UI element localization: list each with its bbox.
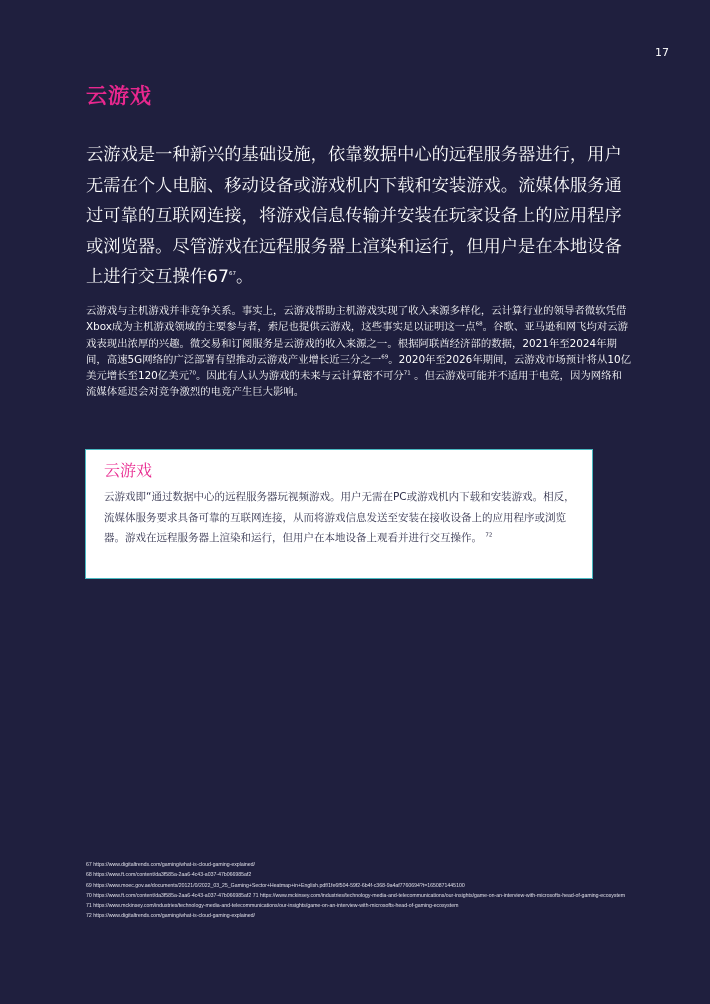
footnote-68[interactable]: 68 https://www.ft.com/content/da3f585a-2aa6-4c43-a037-47b066985af2 — [86, 872, 252, 879]
footnote-69[interactable]: 69 https://www.moec.gov.ae/documents/20121/0/2022_03_25_Gaming+Sector+Heatmap+in+English.pdf/1fe6f504-59f2-6b4f-c368-9a4af7760694?t=1650871445100 — [86, 882, 465, 889]
footnote-ref-71[interactable]: 71 — [403, 370, 411, 377]
footnote-70[interactable]: 70 https://www.ft.com/content/da3f585a-2aa6-4c43-a037-47b066985af2 71 https://www.mckinsey.com/industries/technology-media-and-telecommunications/our-insights/game-on-an-interview-with-microsofts-head-of-gaming-ecosystem — [86, 892, 626, 899]
lead-end: 。 — [235, 267, 254, 287]
definition-body: 云游戏即“通过数据中心的远程服务器玩视频游戏。用户无需在PC或游戏机内下载和安装游戏。相反，流媒体服务要求具备可靠的互联网连接，从而将游戏信息发送至安装在接收设备上的应用程序或浏览器。游戏在远程服务器上渲染和运行，但用户在本地设备上观看并进行交互操作。 — [104, 491, 575, 544]
definition-box — [85, 449, 593, 579]
body-text-2: 。谷歌、亚马逊和网飞均对云游戏表现出浓厚的兴趣。微交易和订阅服务是云游戏的收入来源之一。根据阿联酋经济部的数据，2021年至2024年期间，高速5G网络的广泛部署有望推动云游戏产业增长近三分之一 — [86, 321, 629, 366]
body-text-5: 。但云游戏可能并不适用于电竞，因为网络和流媒体延迟会对竞争激烈的电竞产生巨大影响。 — [86, 370, 622, 399]
footnote-ref-72[interactable]: 72 — [485, 532, 493, 539]
footnote-ref-69[interactable]: 69 — [381, 354, 389, 361]
footnotes — [86, 860, 634, 922]
body-text-4: 。因此有人认为游戏的未来与云计算密不可分 — [195, 370, 404, 383]
definition-text — [104, 487, 576, 549]
footnote-72[interactable]: 72 https://www.digitaltrends.com/gaming/what-is-cloud-gaming-explained/ — [86, 913, 255, 920]
footnote-71[interactable]: 71 https://www.mckinsey.com/industries/technology-media-and-telecommunications/our-insights/game-on-an-interview-with-microsofts-head-of-gaming-ecosystem — [86, 903, 459, 910]
lead-text: 云游戏是一种新兴的基础设施，依靠数据中心的远程服务器进行，用户无需在个人电脑、移动设备或游戏机内下载和安装游戏。流媒体服务通过可靠的互联网连接，将游戏信息传输并安装在玩家设备上的应用程序或浏览器。尽管游戏在远程服务器上渲染和运行，但用户是在本地设备上进行交互操作67 — [86, 145, 622, 287]
section-title: 云游戏 — [86, 84, 152, 108]
footnote-67[interactable]: 67 https://www.digitaltrends.com/gaming/what-is-cloud-gaming-explained/ — [86, 862, 255, 868]
definition-title: 云游戏 — [104, 461, 153, 480]
footnote-ref-67[interactable]: 67 — [228, 271, 236, 278]
footnote-ref-70[interactable]: 70 — [188, 370, 196, 377]
body-text-1: 云游戏与主机游戏并非竞争关系。事实上，云游戏帮助主机游戏实现了收入来源多样化，云计算行业的领导者微软凭借Xbox成为主机游戏领域的主要参与者，索尼也提供云游戏，这些事实足以证明这一点 — [86, 305, 627, 334]
page-number: 17 — [655, 46, 669, 59]
body-paragraph — [86, 303, 632, 401]
footnote-ref-68[interactable]: 68 — [475, 321, 483, 328]
body-text-3: 。2020年至2026年期间，云游戏市场预计将从10亿美元增长至120亿美元 — [86, 353, 631, 383]
lead-paragraph — [86, 140, 631, 293]
